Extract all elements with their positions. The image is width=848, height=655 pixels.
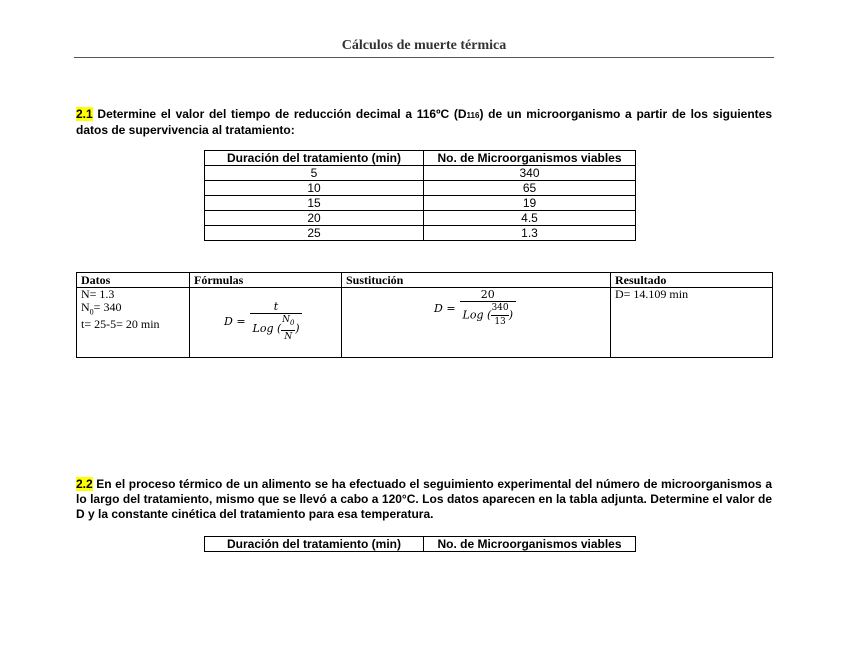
formula-numerator: t: [273, 300, 279, 313]
substitution-denominator: Log ( $\frac{340}{13}$ ): [460, 301, 517, 329]
header-divider: [74, 57, 774, 58]
table-header-row: [205, 151, 636, 166]
problem-1-subscript: 116: [466, 111, 480, 120]
substitution-numerator: 20: [480, 288, 495, 301]
datos-cell: [77, 288, 190, 358]
column-header-duration: Duración del tratamiento (min): [205, 537, 424, 552]
survival-data-table-2: [204, 536, 636, 552]
table-cell-duration: 25: [205, 226, 424, 241]
datos-t: t= 25-5= 20 min: [81, 317, 160, 332]
column-header-duration: Duración del tratamiento (min): [205, 151, 424, 166]
table-cell-viable: 65: [424, 181, 636, 196]
column-header-datos: Datos: [77, 273, 190, 288]
problem-1-text-b: ) de un microorganismo a partir de los siguientes datos de supervivencia al tratamiento:: [76, 107, 773, 137]
table-row: [205, 226, 636, 241]
problem-2-text: En el proceso térmico de un alimento se ha efectuado el seguimiento experimental del número de microorganismos a lo largo del tratamiento, mismo que se llevó a cabo a 120°C. Los datos aparecen en la tabla adjunta. Determine el valor de D y la constante cinética del tratamiento para esa temperatura.: [76, 477, 772, 521]
problem-2-statement: [76, 477, 772, 522]
column-header-formulas: Fórmulas: [190, 273, 342, 288]
table-cell-viable: 1.3: [424, 226, 636, 241]
table-row: [205, 166, 636, 181]
problem-1-number: 2.1: [76, 107, 93, 121]
datos-n0: $N_0= 340$: [81, 300, 122, 317]
solution-header-row: [77, 273, 773, 288]
substitution-formula: D = 20 Log ( $\frac{340}{13}$ ): [434, 288, 606, 329]
formula-denominator: Log ( $\frac{N_0}{N}$ ): [250, 313, 303, 344]
table-row: [205, 211, 636, 226]
table-header-row: [205, 537, 636, 552]
problem-1-statement: [76, 107, 772, 138]
datos-n: N= 1.3: [81, 287, 115, 301]
survival-data-table: [204, 150, 636, 241]
table-cell-duration: 20: [205, 211, 424, 226]
table-cell-viable: 19: [424, 196, 636, 211]
column-header-viable: No. de Microorganismos viables: [424, 151, 636, 166]
table-row: [205, 196, 636, 211]
table-row: [205, 181, 636, 196]
column-header-sustitucion: Sustitución: [342, 273, 611, 288]
solution-row: [77, 288, 773, 358]
decimal-reduction-formula: D = t Log ( $\frac{N_0}{N}$ ): [224, 300, 337, 344]
table-cell-duration: 15: [205, 196, 424, 211]
table-cell-viable: 340: [424, 166, 636, 181]
result-cell: D= 14.109 min: [611, 288, 773, 358]
solution-table: [76, 272, 773, 358]
table-cell-duration: 5: [205, 166, 424, 181]
problem-2-number: 2.2: [76, 477, 93, 491]
table-cell-viable: 4.5: [424, 211, 636, 226]
formula-cell: [190, 288, 342, 358]
column-header-viable: No. de Microorganismos viables: [424, 537, 636, 552]
table-cell-duration: 10: [205, 181, 424, 196]
page-title: Cálculos de muerte térmica: [341, 38, 507, 53]
problem-1-text-a: Determine el valor del tiempo de reducción decimal a 116ºC (D: [92, 107, 467, 121]
substitution-cell: [342, 288, 611, 358]
column-header-resultado: Resultado: [611, 273, 773, 288]
